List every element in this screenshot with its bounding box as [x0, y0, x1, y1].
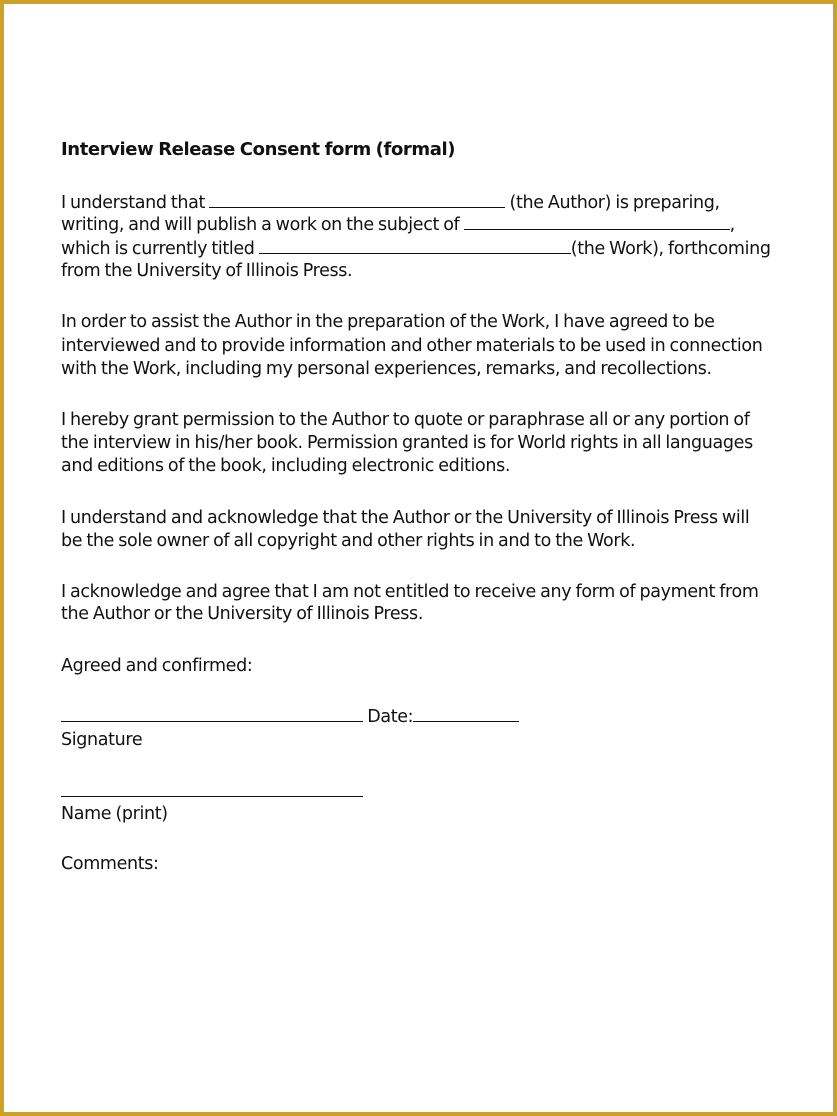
- para1-line4: from the University of Illinois Press.: [61, 261, 353, 281]
- para1-line2: [61, 213, 735, 236]
- work-title-field[interactable]: [259, 237, 571, 254]
- signature-label: Signature: [61, 730, 143, 750]
- para1-text-a: I understand that: [61, 193, 206, 213]
- subject-field[interactable]: [464, 213, 730, 230]
- signature-row: [61, 705, 519, 728]
- author-name-field[interactable]: [209, 191, 505, 208]
- para3-text-b: (the Work), forthcoming: [570, 239, 771, 259]
- para2-comma: ,: [729, 215, 735, 235]
- para5-line2: the Author or the University of Illinois Press.: [61, 604, 424, 624]
- agreed-confirmed: Agreed and confirmed:: [61, 656, 253, 676]
- comments-label: Comments:: [61, 854, 159, 874]
- para1-line3: [61, 237, 771, 260]
- para2-line2: interviewed and to provide information and other materials to be used in connection: [61, 336, 763, 356]
- para1-text-b: (the Author) is preparing,: [509, 193, 720, 213]
- para3-text-a: which is currently titled: [61, 239, 255, 259]
- para2-line1: In order to assist the Author in the preparation of the Work, I have agreed to be: [61, 312, 715, 332]
- para2-text-a: writing, and will publish a work on the subject of: [61, 215, 460, 235]
- para1-line1: [61, 191, 720, 214]
- name-row: [61, 780, 363, 803]
- form-title: Interview Release Consent form (formal): [61, 139, 456, 160]
- para4-line2: be the sole owner of all copyright and other rights in and to the Work.: [61, 531, 636, 551]
- para4-line1: I understand and acknowledge that the Author or the University of Illinois Press will: [61, 508, 750, 528]
- para5-line1: I acknowledge and agree that I am not entitled to receive any form of payment from: [61, 582, 759, 602]
- para3-line1: I hereby grant permission to the Author to quote or paraphrase all or any portion of: [61, 410, 750, 430]
- signature-field[interactable]: [61, 705, 363, 722]
- para3-line3: and editions of the book, including electronic editions.: [61, 456, 511, 476]
- name-field[interactable]: [61, 780, 363, 797]
- date-field[interactable]: [413, 705, 519, 722]
- para3-line2: the interview in his/her book. Permission granted is for World rights in all languages: [61, 433, 753, 453]
- name-label: Name (print): [61, 804, 168, 824]
- date-label: Date:: [367, 707, 414, 727]
- para2-line3: with the Work, including my personal experiences, remarks, and recollections.: [61, 359, 712, 379]
